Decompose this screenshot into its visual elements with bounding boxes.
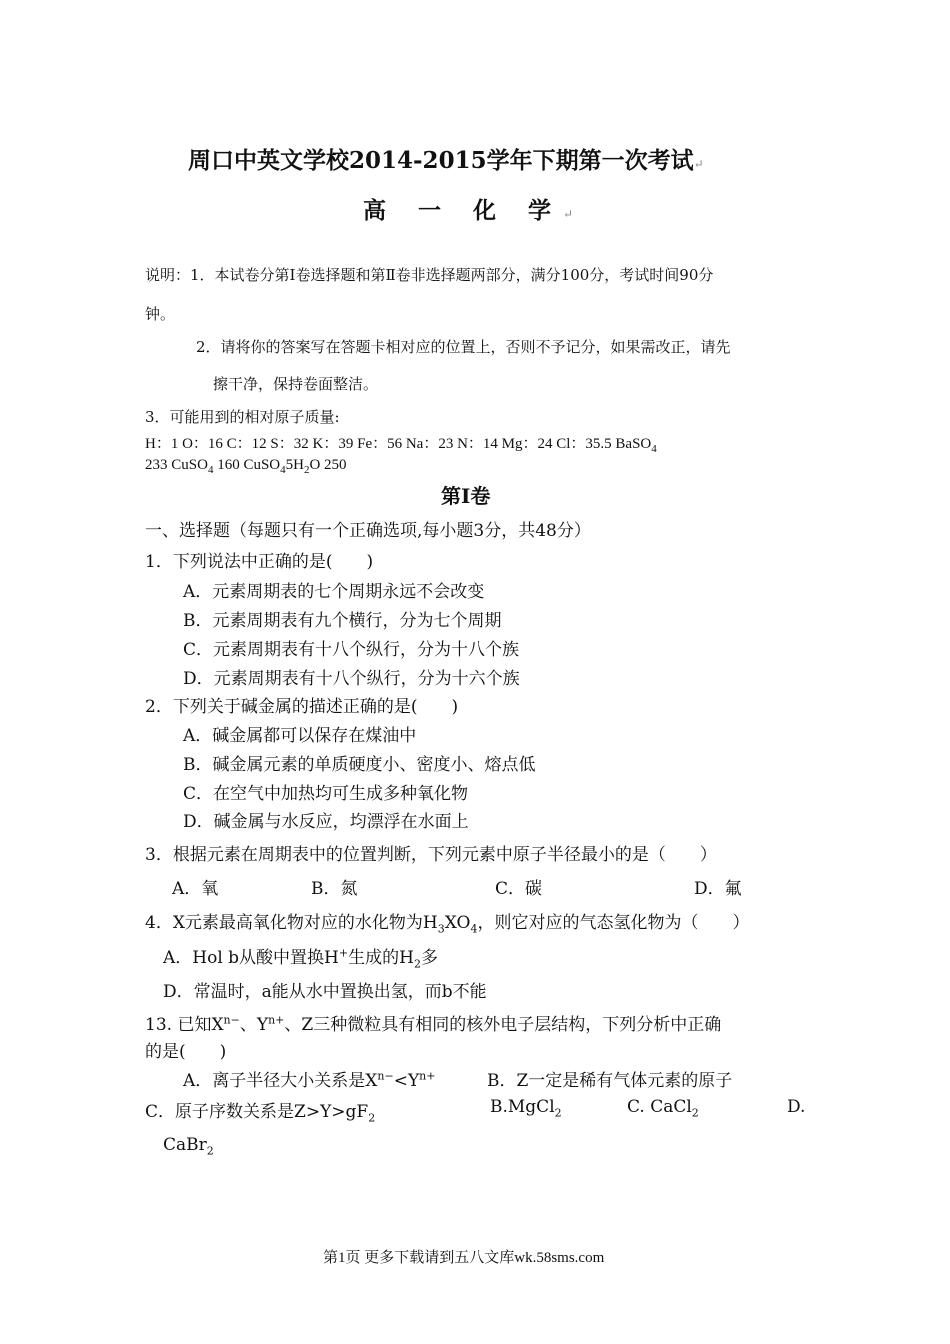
question-3-option-b: B．氮: [311, 879, 358, 899]
question-2-option-a: A．碱金属都可以保存在煤油中: [183, 726, 417, 746]
section-heading: 第Ⅰ卷: [441, 484, 491, 508]
question-1-option-d: D．元素周期表有十八个纵行，分为十六个族: [183, 669, 520, 689]
question-2-stem: 2．下列关于碱金属的描述正确的是( ): [145, 697, 459, 717]
page-footer: 第1页 更多下载请到五八文库wk.58sms.com: [323, 1250, 605, 1266]
question-1-option-c: C．元素周期表有十八个纵行，分为十八个族: [183, 640, 520, 660]
choice-b-mgcl2: B.MgCl$_2$: [490, 1097, 562, 1120]
question-4-line-a: A．Hol b从酸中置换H+生成的$H_2$多: [163, 946, 438, 971]
question-3-option-a: A．氧: [172, 879, 219, 899]
question-13-stem-line-2: 的是( ): [145, 1042, 227, 1062]
instruction-1-line-2: 钟。: [145, 305, 176, 323]
question-1-stem: 1．下列说法中正确的是( ): [145, 552, 374, 572]
choice-d-cabr2: CaBr$_2$: [163, 1135, 214, 1158]
instruction-2-line-2: 擦干净，保持卷面整洁。: [213, 375, 379, 393]
question-13-option-a: A．离子半径大小关系是$X^{n-}<Y^{n+}$: [183, 1069, 436, 1091]
question-4-stem: 4．X元素最高氧化物对应的水化物为$H_3XO_4$，则它对应的气态氢化物为（ ）: [145, 913, 750, 936]
choice-c-cacl2: C. CaCl$_2$: [627, 1097, 699, 1120]
question-4-line-d: D．常温时，a能从水中置换出氢，而b不能: [163, 982, 487, 1002]
question-2-option-d: D．碱金属与水反应，均漂浮在水面上: [183, 812, 469, 832]
paragraph-mark-icon: ↵: [563, 207, 574, 221]
exam-subtitle: 高 一 化 学↵: [363, 197, 574, 224]
atomic-masses-line-1: H：1 O：16 C：12 S：32 K：39 Fe：56 Na：23 N：14 Mg：24 Cl：35.5 BaSO$_4$: [145, 436, 657, 455]
question-1-option-a: A．元素周期表的七个周期永远不会改变: [183, 582, 485, 602]
choice-d-label: D.: [787, 1097, 806, 1117]
exam-title: 周口中英文学校2014-2015学年下期第一次考试↵: [188, 147, 704, 174]
instruction-3: 3．可能用到的相对原子质量:: [145, 408, 340, 426]
question-1-option-b: B．元素周期表有九个横行，分为七个周期: [183, 611, 502, 631]
question-3-option-c: C．碳: [495, 879, 543, 899]
part-heading: 一、选择题（每题只有一个正确选项,每小题3分，共48分）: [145, 521, 591, 541]
question-13-option-c: C．原子序数关系是$Z>Y>gF_2$: [145, 1102, 376, 1125]
paragraph-mark-icon: ↵: [693, 157, 704, 171]
question-13-option-b: B．Z一定是稀有气体元素的原子: [487, 1071, 733, 1091]
question-2-option-c: C．在空气中加热均可生成多种氧化物: [183, 784, 469, 804]
question-13-stem: 13. 已知$X^{n-}$、$Y^{n+}$、Z三种微粒具有相同的核外电子层结构，下列分析中正确: [145, 1013, 722, 1035]
question-3-stem: 3．根据元素在周期表中的位置判断，下列元素中原子半径最小的是（ ）: [145, 845, 717, 865]
question-2-option-b: B．碱金属元素的单质硬度小、密度小、熔点低: [183, 755, 536, 775]
instruction-1-line-1: 说明：1．本试卷分第Ⅰ卷选择题和第Ⅱ卷非选择题两部分，满分100分，考试时间90分: [145, 266, 714, 284]
atomic-masses-line-2: 233 CuSO$_4$ 160 $CuSO_45H_2O$ 250: [145, 457, 347, 476]
instruction-2-line-1: 2．请将你的答案写在答题卡相对应的位置上，否则不予记分，如果需改正，请先: [196, 338, 731, 356]
question-3-option-d: D．氟: [694, 879, 742, 899]
